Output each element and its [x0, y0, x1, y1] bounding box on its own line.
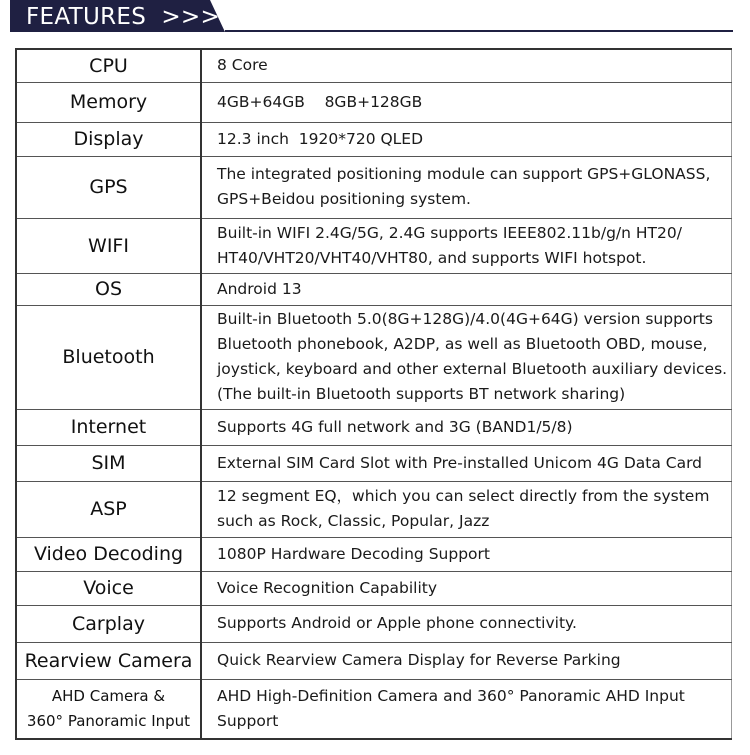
table-row: [16, 571, 732, 605]
spec-label-display: Display: [16, 122, 201, 156]
spec-value-gps: The integrated positioning module can support GPS+GLONASS, GPS+Beidou positioning system.: [201, 156, 732, 218]
spec-label-rearview-camera: Rearview Camera: [16, 642, 201, 679]
spec-label-bluetooth: Bluetooth: [16, 305, 201, 409]
spec-label-memory: Memory: [16, 82, 201, 122]
features-title: FEATURES >>>: [26, 4, 221, 30]
spec-label-voice: Voice: [16, 571, 201, 605]
spec-label-wifi: WIFI: [16, 218, 201, 273]
spec-label-asp: ASP: [16, 481, 201, 537]
spec-value-os: Android 13: [201, 273, 732, 305]
table-row: [16, 273, 732, 305]
spec-value-sim: External SIM Card Slot with Pre-installed Unicom 4G Data Card: [201, 445, 732, 481]
spec-label-gps: GPS: [16, 156, 201, 218]
table-row: [16, 445, 732, 481]
spec-value-bluetooth: Built-in Bluetooth 5.0(8G+128G)/4.0(4G+64G) version supports Bluetooth phonebook, A2DP, as well as Bluetooth OBD, mouse, joystick, keyboard and other external Bluetooth auxiliary devices. (The built-in Bluetooth supports BT network sharing): [201, 305, 732, 409]
table-row: [16, 122, 732, 156]
spec-value-carplay: Supports Android or Apple phone connectivity.: [201, 605, 732, 642]
spec-label-video-decoding: Video Decoding: [16, 537, 201, 571]
spec-label-cpu: CPU: [16, 49, 201, 82]
spec-value-wifi: Built-in WIFI 2.4G/5G, 2.4G supports IEEE802.11b/g/n HT20/ HT40/VHT20/VHT40/VHT80, and supports WIFI hotspot.: [201, 218, 732, 273]
spec-label-ahd-line2: 360° Panoramic Input: [26, 711, 191, 730]
spec-value-internet: Supports 4G full network and 3G (BAND1/5/8): [201, 409, 732, 445]
table-row: [16, 605, 732, 642]
spec-value-cpu: 8 Core: [201, 49, 732, 82]
table-row: [16, 218, 732, 273]
header-divider: [225, 30, 733, 32]
spec-value-voice: Voice Recognition Capability: [201, 571, 732, 605]
spec-value-rearview-camera: Quick Rearview Camera Display for Reverse Parking: [201, 642, 732, 679]
table-row: [16, 49, 732, 82]
table-row: [16, 409, 732, 445]
spec-value-asp: 12 segment EQ，which you can select directly from the system such as Rock, Classic, Popular, Jazz: [201, 481, 732, 537]
table-row: [16, 305, 732, 409]
features-header: [0, 0, 750, 34]
table-row: [16, 82, 732, 122]
spec-label-carplay: Carplay: [16, 605, 201, 642]
spec-label-internet: Internet: [16, 409, 201, 445]
spec-value-ahd-camera: AHD High-Definition Camera and 360° Panoramic AHD Input Support: [201, 679, 732, 739]
table-row: [16, 156, 732, 218]
spec-label-sim: SIM: [16, 445, 201, 481]
spec-label-os: OS: [16, 273, 201, 305]
table-row: [16, 481, 732, 537]
spec-label-ahd-camera: [16, 679, 201, 739]
spec-table: [15, 48, 732, 740]
spec-value-video-decoding: 1080P Hardware Decoding Support: [201, 537, 732, 571]
table-row: [16, 537, 732, 571]
table-row: [16, 679, 732, 739]
spec-label-ahd-line1: AHD Camera &: [51, 686, 166, 705]
table-row: [16, 642, 732, 679]
spec-value-memory: 4GB+64GB 8GB+128GB: [201, 82, 732, 122]
spec-value-display: 12.3 inch 1920*720 QLED: [201, 122, 732, 156]
